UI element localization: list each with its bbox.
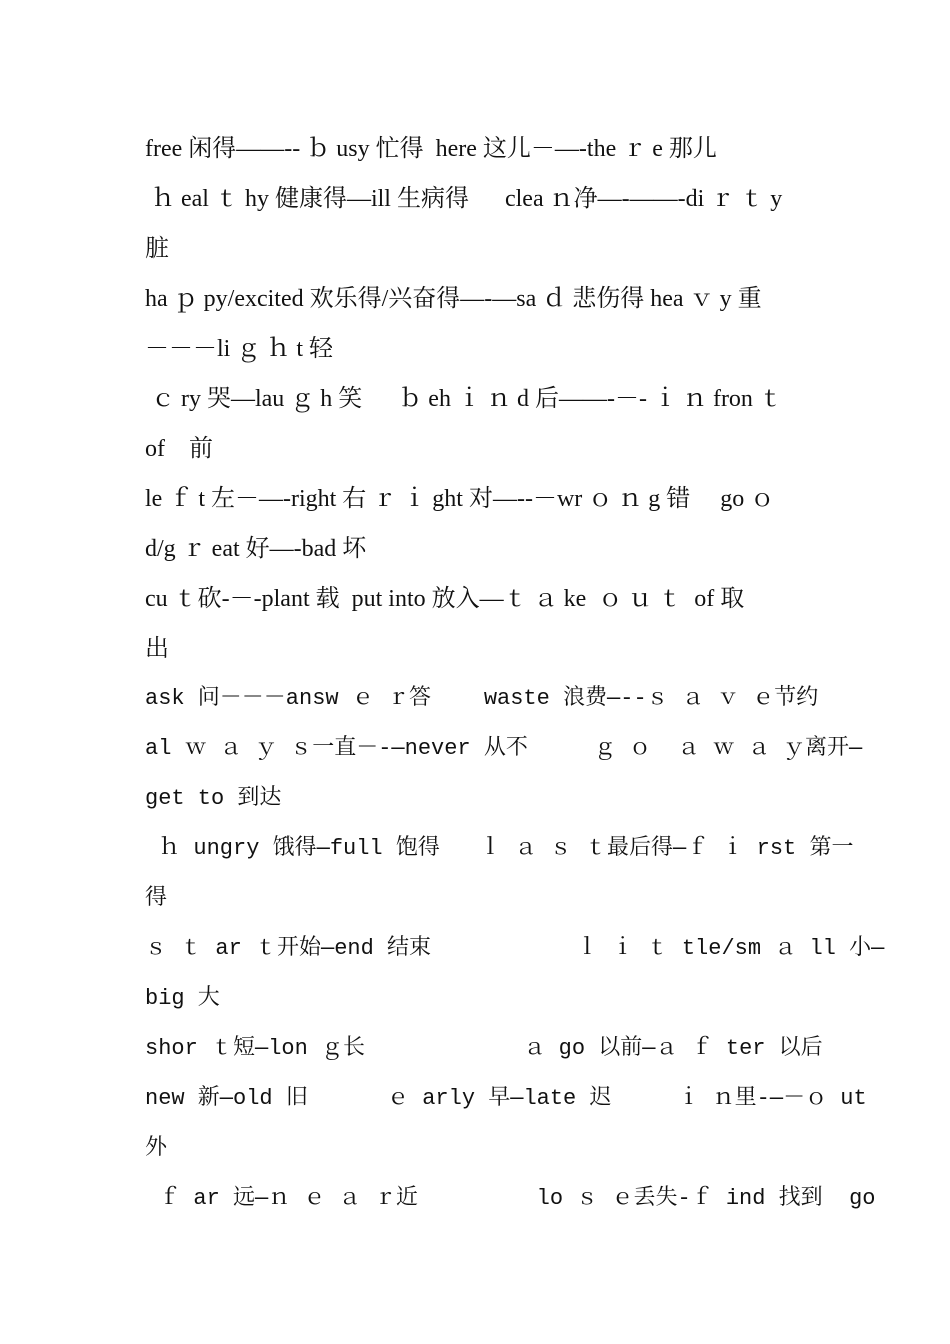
text-line: cu ｔ砍-－-plant 载 put into 放入—ｔ ａ ke ｏ ｕ ｔ of 取: [145, 586, 745, 612]
text-line: 外: [145, 1136, 168, 1161]
text-line: 出: [145, 636, 169, 662]
text-line: free 闲得——-- ｂ usy 忙得 here 这儿－—-the ｒ e 那儿: [145, 136, 717, 162]
text-line: ｈ eal ｔ hy 健康得—ill 生病得 clea ｎ净—-——-di ｒ ｔ y: [145, 186, 783, 212]
text-line: ask 问－－－answ ｅ ｒ答 waste 浪费—--ｓ ａ ｖ ｅ节约: [145, 686, 819, 711]
document-body: [145, 124, 885, 1224]
text-line: －－－li ｇ ｈ t 轻: [145, 336, 334, 362]
text-line: ｓ ｔ ar ｔ开始—end 结束 ｌ ｉ ｔ tle/sm ａ ll 小—: [145, 936, 885, 961]
text-line: ｃ ry 哭—lau ｇ h 笑 ｂ eh ｉ ｎ d 后——-－- ｉ ｎ fron ｔ: [145, 386, 783, 412]
text-line: get to 到达: [145, 786, 282, 811]
text-line: le ｆ t 左－—-right 右 ｒ ｉ ght 对—--－wr ｏ ｎ g 错 go ｏ: [145, 486, 775, 512]
text-line: big 大: [145, 986, 220, 1011]
text-line: of 前: [145, 436, 213, 462]
text-line: ｆ ar 远—ｎ ｅ ａ ｒ近 lo ｓ ｅ丢失-ｆ ind 找到 go: [145, 1186, 876, 1211]
text-line: shor ｔ短—lon ｇ长 ａ go 以前—ａ ｆ ter 以后: [145, 1036, 823, 1061]
text-line: new 新—old 旧 ｅ arly 早—late 迟 ｉ ｎ里-—－ｏ ut: [145, 1086, 867, 1111]
text-line: d/g ｒ eat 好—-bad 坏: [145, 536, 367, 562]
text-line: ｈ ungry 饿得—full 饱得 ｌ ａ ｓ ｔ最后得—ｆ ｉ rst 第一: [145, 836, 854, 861]
text-line: 脏: [145, 236, 169, 262]
text-line: 得: [145, 886, 168, 911]
text-line: al ｗ ａ ｙ ｓ一直－-—never 从不 ｇ ｏ ａ ｗ ａ ｙ离开—: [145, 736, 863, 761]
text-line: ha ｐ py/excited 欢乐得/兴奋得—-—sa ｄ 悲伤得 hea ｖ y 重: [145, 286, 762, 312]
